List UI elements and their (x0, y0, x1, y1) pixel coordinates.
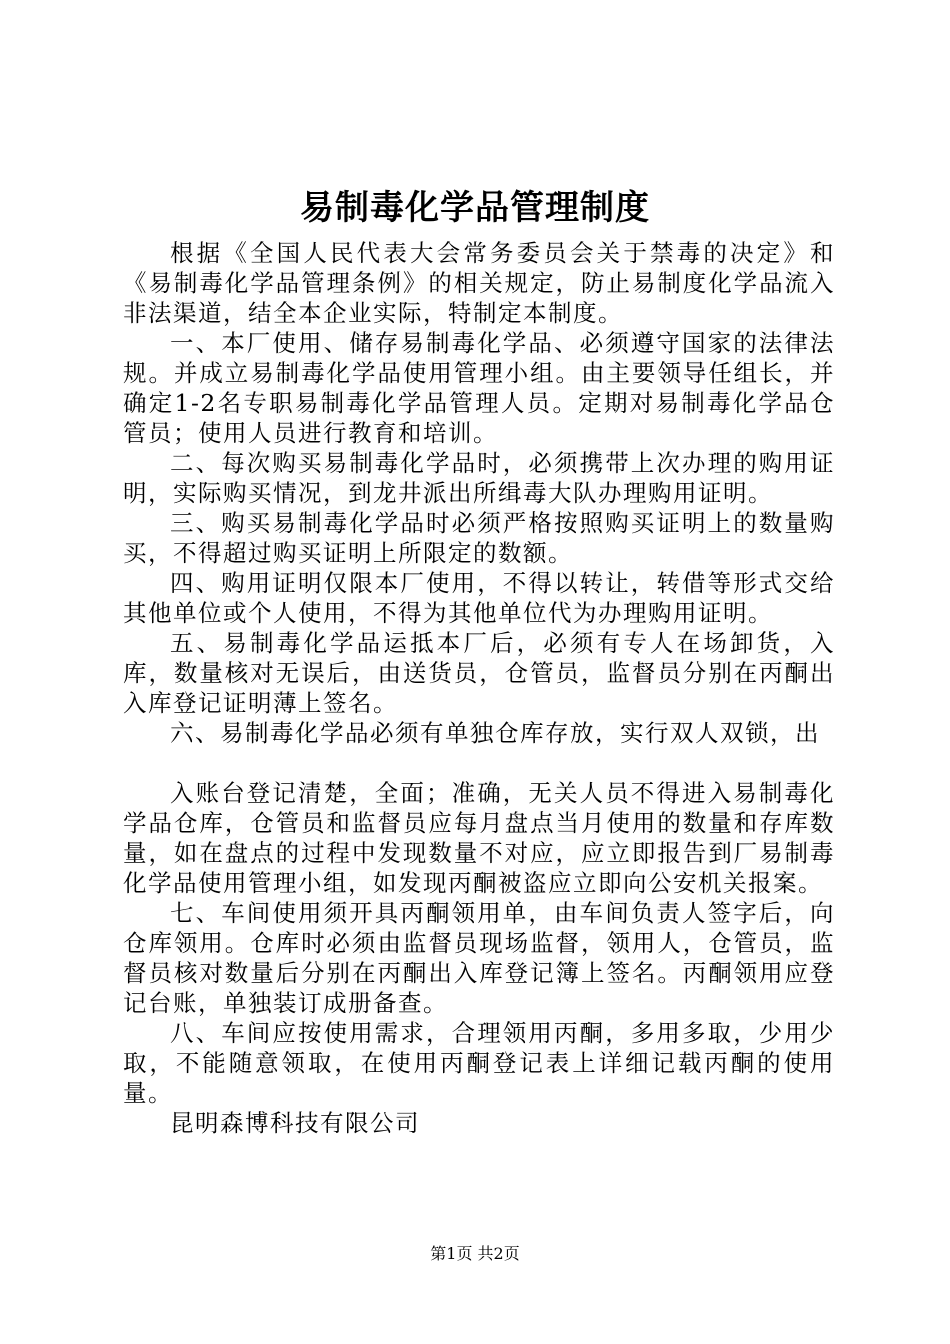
paragraph-article-5: 五、易制毒化学品运抵本厂后，必须有专人在场卸货，入库，数量核对无误后，由送货员，仓管员，监督员分别在丙酮出入库登记证明薄上签名。 (123, 629, 835, 717)
paragraph-article-7: 七、车间使用须开具丙酮领用单，由车间负责人签字后，向仓库领用。仓库时必须由监督员现场监督，领用人，仓管员，监督员核对数量后分别在丙酮出入库登记簿上签名。丙酮领用应登记台账，单独装订成册备查。 (123, 899, 835, 1017)
paragraph-article-2: 二、每次购买易制毒化学品时，必须携带上次办理的购用证明，实际购买情况，到龙井派出所缉毒大队办理购用证明。 (123, 449, 835, 507)
document-body (123, 238, 835, 1138)
paragraph-article-6: 六、易制毒化学品必须有单独仓库存放，实行双人双锁，出 (170, 719, 820, 747)
paragraph-article-4: 四、购用证明仅限本厂使用，不得以转让，转借等形式交给其他单位或个人使用，不得为其他单位代为办理购用证明。 (123, 569, 835, 627)
paragraph-article-1: 一、本厂使用、储存易制毒化学品、必须遵守国家的法律法规。并成立易制毒化学品使用管理小组。由主要领导任组长，并确定1-2名专职易制毒化学品管理人员。定期对易制毒化学品仓管员；使用人员进行教育和培训。 (123, 329, 835, 447)
company-signature: 昆明森博科技有限公司 (170, 1109, 420, 1137)
paragraph-article-6-continued: 入账台登记清楚，全面；准确，无关人员不得进入易制毒化学品仓库，仓管员和监督员应每月盘点当月使用的数量和存库数量，如在盘点的过程中发现数量不对应，应立即报告到厂易制毒化学品使用管理小组，如发现丙酮被盗应立即向公安机关报案。 (123, 779, 835, 897)
document-title: 易制毒化学品管理制度 (300, 188, 650, 228)
paragraph-article-3: 三、购买易制毒化学品时必须严格按照购买证明上的数量购买，不得超过购买证明上所限定的数额。 (123, 509, 835, 567)
page-number-footer: 第1页 共2页 (430, 1244, 520, 1263)
paragraph-preamble: 根据《全国人民代表大会常务委员会关于禁毒的决定》和《易制毒化学品管理条例》的相关规定，防止易制度化学品流入非法渠道，结全本企业实际，特制定本制度。 (123, 239, 835, 327)
paragraph-article-8: 八、车间应按使用需求，合理领用丙酮，多用多取，少用少取，不能随意领取，在使用丙酮登记表上详细记载丙酮的使用量。 (123, 1019, 835, 1107)
